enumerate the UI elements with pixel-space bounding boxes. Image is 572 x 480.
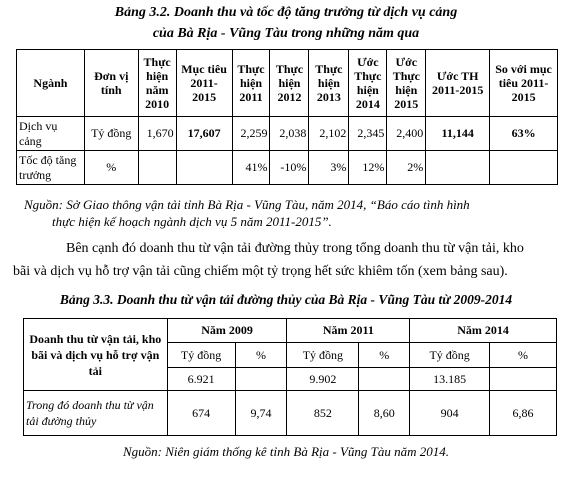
header-cell: Thực hiện năm 2010 [138, 50, 176, 117]
table1-title-line2: của Bà Rịa - Vũng Tàu trong những năm qua [152, 26, 420, 41]
header-cell: Ước Thực hiện 2014 [349, 50, 387, 117]
unit-cell: Tỷ đồng [287, 343, 359, 368]
table-cell: Tỷ đồng [84, 117, 138, 151]
table2-sub-row [24, 391, 557, 436]
table-cell [176, 151, 232, 185]
table-cell [138, 151, 176, 185]
table-cell: 2,038 [270, 117, 309, 151]
table-cell: 9.902 [287, 368, 359, 391]
table-cell: 1,670 [138, 117, 176, 151]
paragraph-line1: Bên cạnh đó doanh thu từ vận tải đường thủy trong tổng doanh thu từ vận tải, kho [66, 241, 524, 256]
unit-cell: % [490, 343, 557, 368]
table2-source: Nguồn: Niên giám thống kê tỉnh Bà Rịa - Vũng Tàu năm 2014. [122, 444, 450, 459]
header-cell: Thực hiện 2013 [309, 50, 349, 117]
table-waterway-revenue [23, 318, 557, 436]
table-cell: 63% [490, 117, 558, 151]
table1-header-row [17, 50, 558, 117]
unit-cell: % [235, 343, 287, 368]
table-cell: Dịch vụ cảng [17, 117, 85, 151]
unit-cell: Tỷ đồng [410, 343, 490, 368]
header-cell: Mục tiêu 2011-2015 [176, 50, 232, 117]
table-cell: 17,607 [176, 117, 232, 151]
header-cell: Thực hiện 2011 [232, 50, 270, 117]
table2-row-header: Doanh thu từ vận tải, kho bãi và dịch vụ hỗ trợ vận tải [24, 319, 168, 391]
table-cell [490, 368, 557, 391]
header-cell: Đơn vị tính [84, 50, 138, 117]
table-cell: Tốc độ tăng trưởng [17, 151, 85, 185]
table-cell [490, 151, 558, 185]
header-cell: Ước TH 2011-2015 [426, 50, 490, 117]
table-port-revenue [16, 49, 558, 185]
table2-title: Bảng 3.3. Doanh thu từ vận tải đường thủy của Bà Rịa - Vũng Tàu từ 2009-2014 [59, 292, 513, 307]
table-cell: 8,60 [359, 391, 410, 436]
unit-cell: % [359, 343, 410, 368]
table-cell: 2,259 [232, 117, 270, 151]
table-cell: % [84, 151, 138, 185]
table1-source-line1: Nguồn: Sở Giao thông vận tải tỉnh Bà Rịa - Vũng Tàu, năm 2014, “Báo cáo tình hình [24, 197, 470, 212]
table-cell: 674 [167, 391, 235, 436]
unit-cell: Tỷ đồng [167, 343, 235, 368]
table-cell: 41% [232, 151, 270, 185]
table-cell: 6,86 [490, 391, 557, 436]
year-header: Năm 2014 [410, 319, 557, 343]
table-cell [235, 368, 287, 391]
table-cell: 904 [410, 391, 490, 436]
table2-sub-label: Trong đó doanh thu từ vận tải đường thủy [24, 391, 168, 436]
table-cell: 12% [349, 151, 387, 185]
table-cell: 9,74 [235, 391, 287, 436]
table-cell: 6.921 [167, 368, 235, 391]
year-header: Năm 2011 [287, 319, 410, 343]
table-cell: 2,345 [349, 117, 387, 151]
header-cell: So với mục tiêu 2011-2015 [490, 50, 558, 117]
table-cell: 2,400 [387, 117, 426, 151]
header-cell: Ước Thực hiện 2015 [387, 50, 426, 117]
table-cell: 2,102 [309, 117, 349, 151]
table1-title-line1: Bảng 3.2. Doanh thu và tốc độ tăng trưởng từ dịch vụ cảng [114, 5, 458, 20]
table2-year-row [24, 319, 557, 343]
table-row [17, 151, 558, 185]
year-header: Năm 2009 [167, 319, 287, 343]
paragraph-line2: bãi và dịch vụ hỗ trợ vận tải cũng chiếm một tỷ trọng hết sức khiêm tốn (xem bảng sau). [13, 264, 508, 279]
table-cell: 13.185 [410, 368, 490, 391]
table-cell: -10% [270, 151, 309, 185]
header-cell: Thực hiện 2012 [270, 50, 309, 117]
table1-source-line2: thực hiện kế hoạch ngành dịch vụ 5 năm 2011-2015”. [52, 214, 332, 229]
table-cell: 11,144 [426, 117, 490, 151]
table-cell: 852 [287, 391, 359, 436]
table-cell: 3% [309, 151, 349, 185]
table-cell: 2% [387, 151, 426, 185]
table-cell [426, 151, 490, 185]
table-cell [359, 368, 410, 391]
table-row [17, 117, 558, 151]
header-cell: Ngành [17, 50, 85, 117]
